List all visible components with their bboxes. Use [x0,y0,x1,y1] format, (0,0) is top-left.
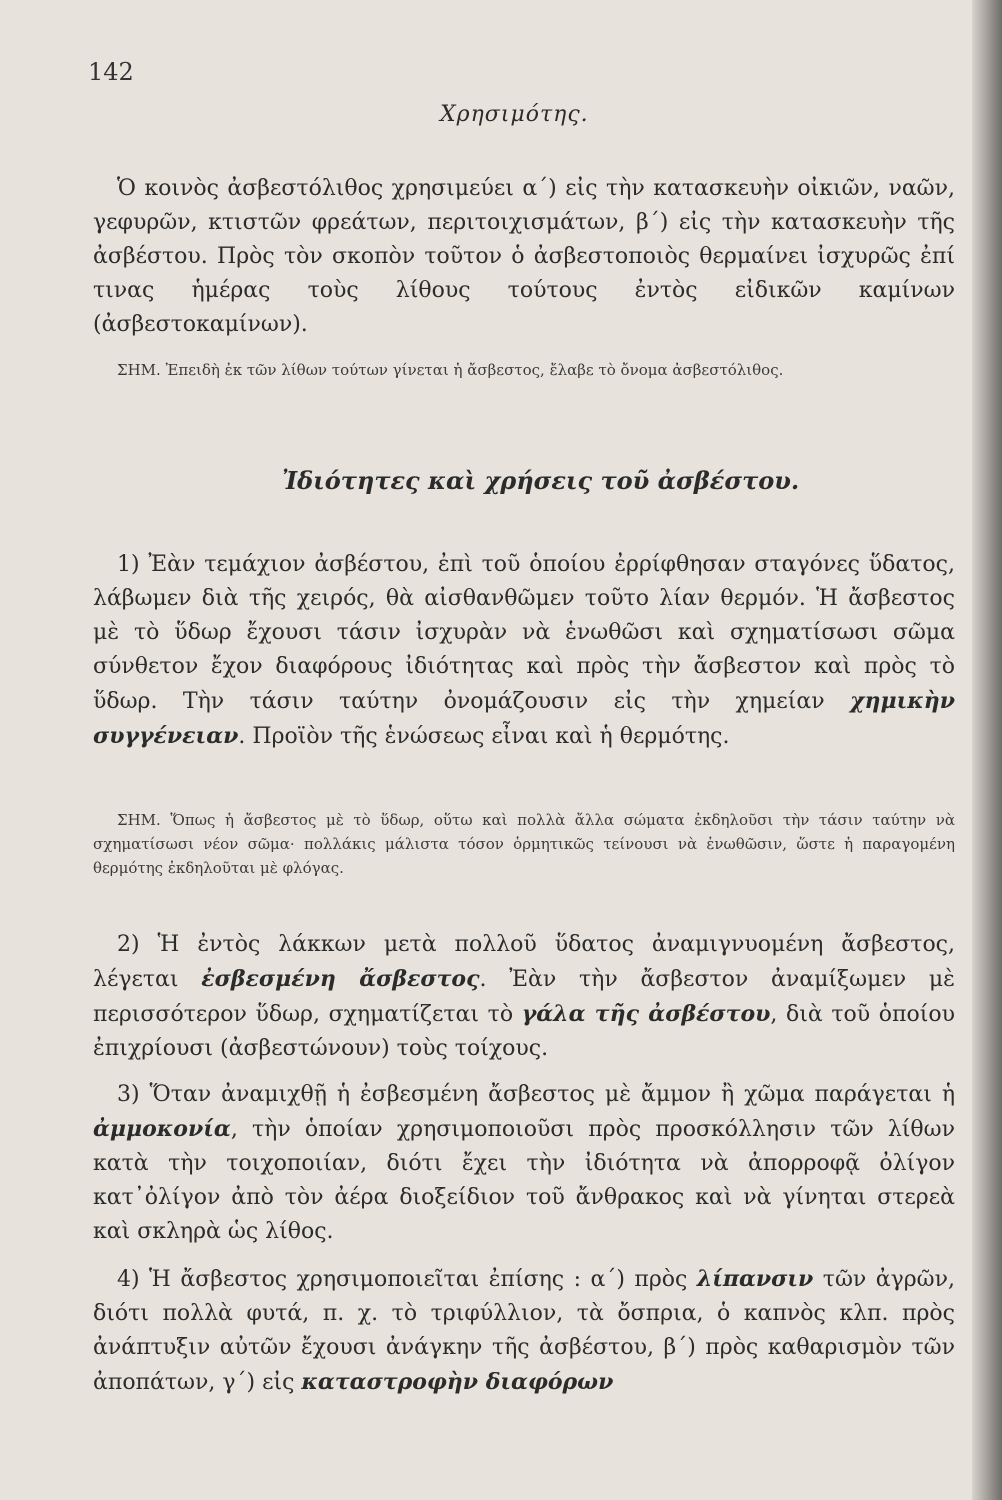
paragraph-2-text-a: 2) Ἡ ἐντὸς λάκκων μετὰ πολλοῦ ὕδατος ἀναμιγνυομένη ἄσβεστος, λέγεται [93,932,955,992]
paragraph-1-text-a: 1) Ἐὰν τεμάχιον ἀσβέστου, ἐπὶ τοῦ ὁποίου ἐρρίφθησαν σταγόνες ὕδατος, λάβωμεν διὰ τῆς χειρός, θὰ αἰσθανθῶμεν τοῦτο λίαν θερμόν. Ἡ ἄσβεστος μὲ τὸ ὕδωρ ἔχουσι τάσιν ἰσχυρὰν νὰ ἑνωθῶσι καὶ σχηματίσωσι σῶμα σύνθετον ἔχον διαφόρους ἰδιότητας καὶ πρὸς τὴν ἄσβεστον καὶ πρὸς τὸ ὕδωρ. Τὴν τάσιν ταύτην ὀνομάζουσιν εἰς τὴν χημείαν [93,552,955,714]
paragraph-4-emphasis-b: καταστροφὴν διαφόρων [301,1369,614,1395]
intro-text: Ὁ κοινὸς ἀσβεστόλιθος χρησιμεύει α΄) εἰς τὴν κατασκευὴν οἰκιῶν, ναῶν, γεφυρῶν, κτιστῶν φρεάτων, περιτοιχισμάτων, β΄) εἰς τὴν κατασκευὴν τῆς ἀσβέστου. Πρὸς τὸν σκοπὸν τοῦτον ὁ ἀσβεστοποιὸς θερμαίνει ἰσχυρῶς ἐπί τινας ἡμέρας τοὺς λίθους τούτους ἐντὸς εἰδικῶν καμίνων (ἀσβεστοκαμίνων). [93,176,955,337]
page-number: 142 [88,58,134,86]
paragraph-4-text-a: 4) Ἡ ἄσβεστος χρησιμοποιεῖται ἐπίσης : α΄) πρὸς [117,1267,697,1292]
note-2-text: ΣΗΜ. Ὅπως ἡ ἄσβεστος μὲ τὸ ὕδωρ, οὕτω καὶ πολλὰ ἄλλα σώματα ἐκδηλοῦσι τὴν τάσιν ταύτην νὰ σχηματίσωσι νέον σῶμα· πολλάκις μάλιστα τόσον ὁρμητικῶς τείνουσι νὰ ἑνωθῶσιν, ὥστε ἡ παραγομένη θερμότης ἐκδηλοῦται μὲ φλόγας. [93,811,955,877]
paragraph-2-emphasis-a: ἐσβεσμένη ἄσβεστος [201,966,480,992]
paragraph-2-emphasis-b: γάλα τῆς ἀσβέστου [521,1001,771,1027]
paragraph-3-text-b: , τὴν ὁποίαν χρησιμοποιοῦσι πρὸς προσκόλλησιν τῶν λίθων κατὰ τὴν τοιχοποιίαν, διότι ἔχει τὴν ἰδιότητα νὰ ἀπορροφᾷ ὀλίγον κατ᾽ὀλίγον ἀπὸ τὸν ἀέρα διοξείδιον τοῦ ἄνθρακος καὶ νὰ γίνηται στερεὰ καὶ σκληρὰ ὡς λίθος. [93,1117,955,1244]
paragraph-2-text-b: . Ἐὰν τὴν ἄσβεστον ἀναμίξωμεν μὲ περισσότερον ὕδωρ, σχηματίζεται τὸ [93,967,955,1027]
running-title: Χρησιμότης. [440,102,589,127]
note-1-text: ΣΗΜ. Ἐπειδὴ ἐκ τῶν λίθων τούτων γίνεται ἡ ἄσβεστος, ἔλαβε τὸ ὄνομα ἀσβεστόλιθος. [117,361,784,379]
paragraph-3-text-a: 3) Ὅταν ἀναμιχθῇ ἡ ἐσβεσμένη ἄσβεστος μὲ ἄμμον ἢ χῶμα παράγεται ἡ [117,1082,955,1107]
paragraph-3 [93,1078,955,1249]
paragraph-4-emphasis-a: λίπανσιν [696,1266,814,1292]
section-heading: Ἰδιότητες καὶ χρήσεις τοῦ ἀσβέστου. [282,466,800,495]
paragraph-4 [93,1262,955,1400]
paragraph-2 [93,928,955,1066]
paragraph-1-text-b: . Προϊὸν τῆς ἑνώσεως εἶναι καὶ ἡ θερμότης. [238,724,730,749]
paragraph-1-emphasis: χημικὴν συγγένειαν [93,688,955,749]
paragraph-4-text-b: τῶν ἀγρῶν, διότι πολλὰ φυτά, π. χ. τὸ τριφύλλιον, τὰ ὄσπρια, ὁ καπνὸς κλπ. πρὸς ἀνάπτυξιν αὐτῶν ἔχουσι ἀνάγκην τῆς ἀσβέστου, β΄) πρὸς καθαρισμὸν τῶν ἀποπάτων, γ΄) εἰς [93,1267,955,1395]
paragraph-1 [93,548,955,754]
intro-paragraph [93,172,955,342]
paragraph-2-text-c: , διὰ τοῦ ὁποίου ἐπιχρίουσι (ἀσβεστώνουν) τοὺς τοίχους. [93,1002,956,1061]
page-edge-shadow [972,0,1002,1500]
note-1 [93,358,955,382]
note-2 [93,808,955,880]
paragraph-3-emphasis: ἀμμοκονία [93,1116,231,1142]
